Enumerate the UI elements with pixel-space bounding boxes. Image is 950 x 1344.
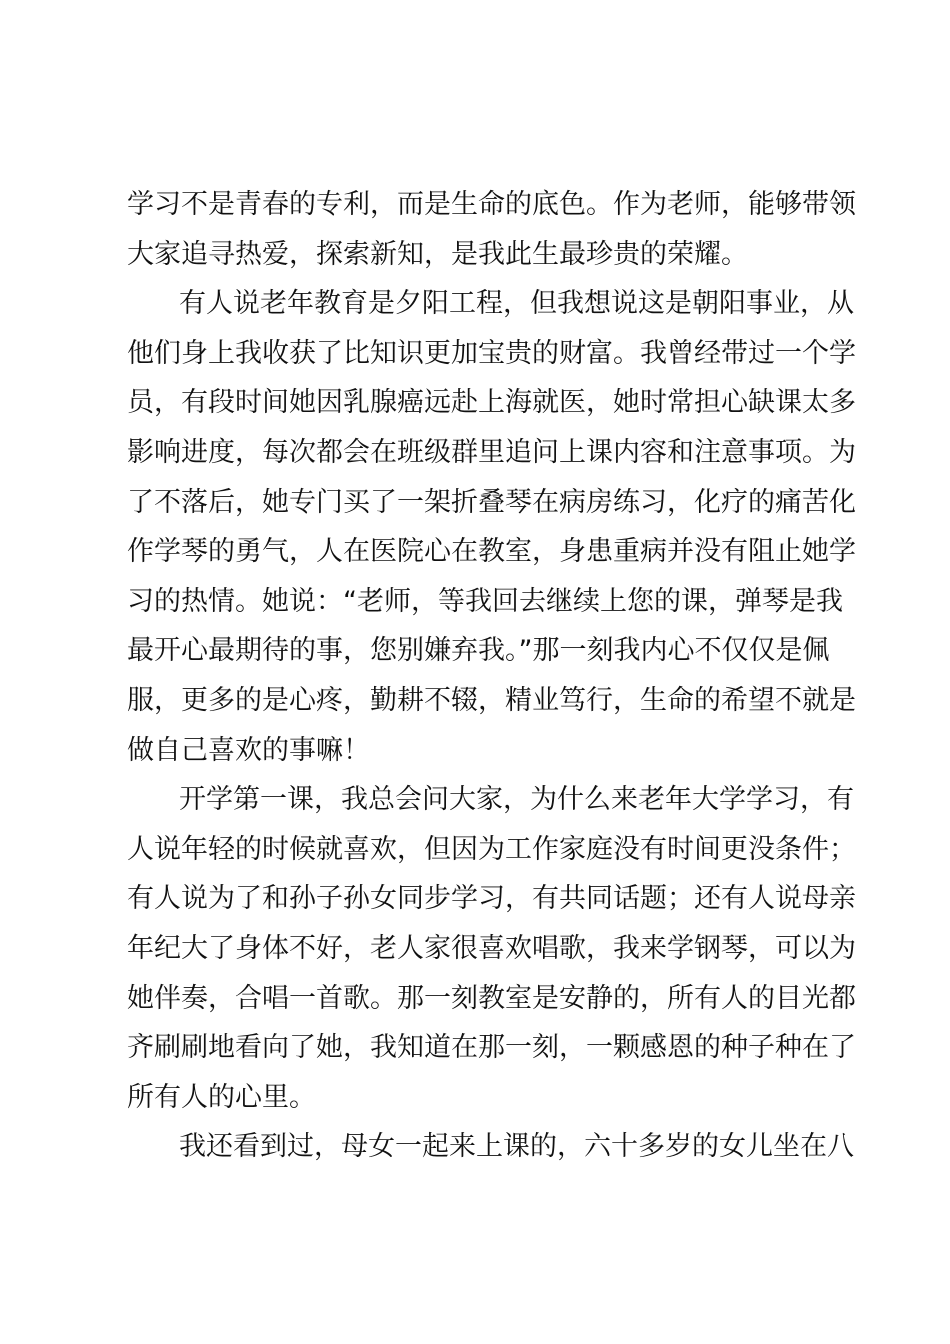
text-line: 最开心最期待的事，您别嫌弃我。”那一刻我内心不仅仅是佩 <box>127 635 830 667</box>
text-line: 人说年轻的时候就喜欢，但因为工作家庭没有时间更没条件； <box>127 833 856 865</box>
text-line: 开学第一课，我总会问大家，为什么来老年大学学习，有 <box>179 784 854 816</box>
text-line: 年纪大了身体不好，老人家很喜欢唱歌，我来学钢琴，可以为 <box>127 932 856 964</box>
paragraph <box>127 1122 854 1172</box>
text-line: 了不落后，她专门买了一架折叠琴在病房练习，化疗的痛苦化 <box>127 486 856 518</box>
text-line: 影响进度，每次都会在班级群里追问上课内容和注意事项。为 <box>127 436 856 468</box>
text-line: 作学琴的勇气，人在医院心在教室，身患重病并没有阻止她学 <box>127 536 856 568</box>
text-line: 学习不是青春的专利，而是生命的底色。作为老师，能够带领 <box>127 189 856 220</box>
text-line: 她伴奏，合唱一首歌。那一刻教室是安静的，所有人的目光都 <box>127 982 856 1014</box>
text-line: 做自己喜欢的事嘛！ <box>127 734 370 766</box>
text-line: 大家追寻热爱，探索新知，是我此生最珍贵的荣耀。 <box>127 238 748 270</box>
text-line: 有人说老年教育是夕阳工程，但我想说这是朝阳事业，从 <box>179 288 854 320</box>
text-line: 我还看到过，母女一起来上课的，六十多岁的女儿坐在八 <box>179 1131 854 1163</box>
paragraph <box>127 279 856 775</box>
text-line: 所有人的心里。 <box>127 1081 316 1113</box>
document-body <box>127 180 856 1172</box>
paragraph <box>127 180 856 279</box>
text-line: 他们身上我收获了比知识更加宝贵的财富。我曾经带过一个学 <box>127 337 856 369</box>
text-line: 员，有段时间她因乳腺癌远赴上海就医，她时常担心缺课太多 <box>127 387 856 419</box>
text-line: 习的热情。她说：“老师，等我回去继续上您的课，弹琴是我 <box>127 585 843 617</box>
text-line: 服，更多的是心疼，勤耕不辍，精业笃行，生命的希望不就是 <box>127 684 856 716</box>
text-line: 齐刷刷地看向了她，我知道在那一刻，一颗感恩的种子种在了 <box>127 1032 856 1064</box>
text-line: 有人说为了和孙子孙女同步学习，有共同话题；还有人说母亲 <box>127 883 856 915</box>
paragraph <box>127 775 856 1122</box>
